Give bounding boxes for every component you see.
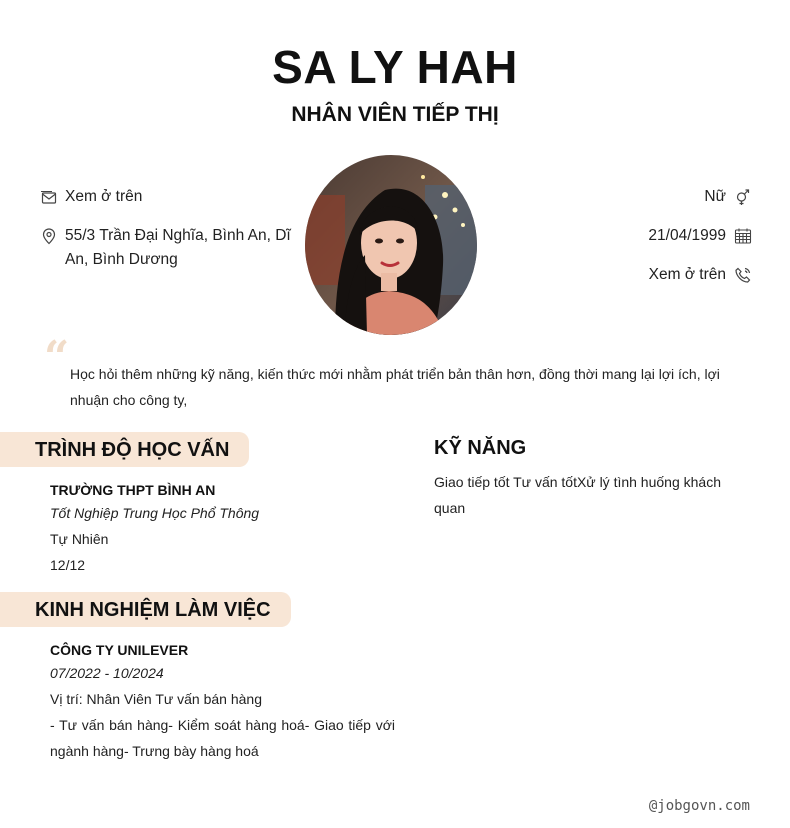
skills-text: Giao tiếp tốt Tư vấn tốtXử lý tình huống khách quan [434,474,721,516]
phone-value: Xem ở trên [648,266,726,283]
contact-birthday [520,224,752,248]
candidate-name: SA LY HAH [272,41,518,93]
education-entry [50,480,395,578]
skills-heading: KỸ NĂNG [434,437,527,459]
quote-icon: “ [44,332,70,383]
envelope-icon [40,188,58,206]
degree: Tốt Nghiệp Trung Học Phổ Thông [50,505,260,521]
gender-value: Nữ [704,188,726,205]
calendar-icon [734,227,752,245]
location-pin-icon [40,227,58,245]
phone-icon [734,266,752,284]
work-period: 07/2022 - 10/2024 [50,665,164,681]
contact-phone [520,263,752,287]
position: Vị trí: Nhân Viên Tư vấn bán hàng [50,691,262,707]
experience-heading: KINH NGHIỆM LÀM VIỆC [0,592,291,627]
experience-entry [50,640,395,764]
company-name: CÔNG TY UNILEVER [50,642,189,658]
gender-icon [734,188,752,206]
education-heading: TRÌNH ĐỘ HỌC VẤN [0,432,249,467]
watermark: @jobgovn.com [648,798,750,814]
address-value: 55/3 Trần Đại Nghĩa, Bình An, Dĩ An, Bình Dương [65,227,291,268]
contact-email [40,185,300,209]
contact-address [40,224,302,272]
contact-gender [520,185,752,209]
major: Tự Nhiên [50,531,109,547]
birthday-value: 21/04/1999 [648,227,726,244]
email-value: Xem ở trên [65,188,143,205]
avatar [305,155,477,335]
job-title: NHÂN VIÊN TIẾP THỊ [291,103,499,126]
job-description: - Tư vấn bán hàng- Kiểm soát hàng hoá- Giao tiếp với ngành hàng- Trưng bày hàng hoá [50,717,395,759]
career-objective: Học hỏi thêm những kỹ năng, kiến thức mới nhằm phát triển bản thân hơn, đồng thời mang lại lợi ích, lợi nhuận cho công ty, [70,366,720,408]
grade: 12/12 [50,557,86,573]
school-name: TRƯỜNG THPT BÌNH AN [50,482,216,498]
